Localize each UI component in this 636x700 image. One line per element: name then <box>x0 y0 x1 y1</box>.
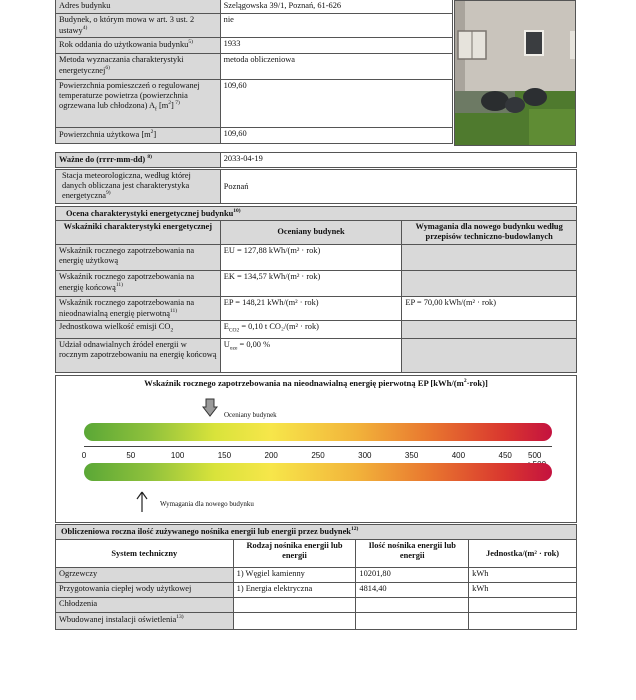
year-label: Rok oddania do użytkowania budynku$^{5)}$ <box>56 38 221 54</box>
carrier-cell: 1) Węgiel kamienny <box>233 568 356 583</box>
unit-cell: kWh <box>469 583 577 598</box>
table-row <box>56 0 453 14</box>
amount-cell <box>356 598 469 613</box>
assessed-marker-label: Oceniany budynek <box>224 411 277 419</box>
ep-scale-bar-top <box>84 423 552 441</box>
table-row <box>56 297 577 321</box>
col-header-indicator: Wskaźniki charakterystyki energetycznej <box>56 221 221 245</box>
carrier-cell <box>233 613 356 630</box>
building-photo-image <box>455 1 576 146</box>
usable-area-value: 109,60 <box>220 128 452 144</box>
table-row <box>56 568 577 583</box>
table-header-row <box>56 540 577 568</box>
requirement-marker-up-arrow-icon <box>136 491 148 513</box>
station-label: Stacja meteorologiczna, według której danych obliczana jest charakterystyka energetyczna$^{9)}$ <box>56 170 221 204</box>
unit-cell: kWh <box>469 568 577 583</box>
ep-scale-tick-label: 200 <box>264 451 278 460</box>
heated-area-label: Powierzchnia pomieszczeń o regulowanej temperaturze powietrza (powierzchnia ogrzewana lub chłodzona) $A_f$ $[m^2]$ $^{7)}$ <box>56 80 221 128</box>
usable-area-label: Powierzchnia użytkowa $[m^2]$ <box>56 128 221 144</box>
table-row <box>56 321 577 339</box>
eu-value: EU = 127,88 kWh/(m² · rok) <box>220 245 402 271</box>
system-cell: Wbudowanej instalacji oświetlenia$^{13)}$ <box>56 613 234 630</box>
ep-scale-tick-label: 100 <box>170 451 185 460</box>
energy-carrier-table <box>55 524 577 630</box>
energy-section-title: Ocena charakterystyki energetycznej budynku$^{10)}$ <box>56 207 577 221</box>
address-label: Adres budynku <box>56 0 221 14</box>
validity-value: 2033-04-19 <box>220 153 576 168</box>
carrier-cell: 1) Energia elektryczna <box>233 583 356 598</box>
table-row <box>56 613 577 630</box>
validity-table <box>55 152 577 168</box>
year-value: 1933 <box>220 38 452 54</box>
ep-req: EP = 70,00 kWh/(m² · rok) <box>402 297 577 321</box>
system-cell: Ogrzewczy <box>56 568 234 583</box>
col-header-amount: Ilość nośnika energii lub energii <box>356 540 469 568</box>
requirement-marker-label: Wymagania dla nowego budynku <box>160 500 254 508</box>
method-label: Metoda wyznaczania charakterystyki energetycznej$^{6)}$ <box>56 54 221 80</box>
ep-scale-panel <box>55 375 577 523</box>
table-row <box>56 525 577 540</box>
col-header-carrier: Rodzaj nośnika energii lub energii <box>233 540 356 568</box>
ep-scale-tick-label: 400 <box>451 451 466 460</box>
ep-scale-tick-label: 350 <box>404 451 419 460</box>
validity-label: Ważne do (rrrr-mm-dd) $^{8)}$ <box>56 153 221 168</box>
ep-scale-tick-label: 300 <box>358 451 372 460</box>
station-value: Poznań <box>220 170 576 204</box>
table-row <box>56 245 577 271</box>
table-row <box>56 80 453 128</box>
table-row <box>56 271 577 297</box>
eu-req <box>402 245 577 271</box>
ep-scale-title: Wskaźnik rocznego zapotrzebowania na nieodnawialną energię pierwotną EP $[kWh/(m^2\cdot rok)]$ <box>144 377 488 388</box>
unit-cell <box>469 598 577 613</box>
oze-req <box>402 339 577 373</box>
ep-scale-tick-label: 450 <box>498 451 512 460</box>
table-row <box>56 38 453 54</box>
ep-value: EP = 148,21 kWh/(m² · rok) <box>220 297 402 321</box>
table-row <box>56 583 577 598</box>
address-value: Szelągowska 39/1, Poznań, 61-626 <box>220 0 452 14</box>
heated-area-value: 109,60 <box>220 80 452 128</box>
building-photo <box>454 0 576 146</box>
table-row <box>56 153 577 168</box>
ek-label: Wskaźnik rocznego zapotrzebowania na energię końcową$^{11)}$ <box>56 271 221 297</box>
table-row <box>56 128 453 144</box>
col-header-system: System techniczny <box>56 540 234 568</box>
ek-value: EK = 134,57 kWh/(m² · rok) <box>220 271 402 297</box>
amount-cell: 10201,80 <box>356 568 469 583</box>
energy-assessment-table <box>55 206 577 373</box>
building-info-table <box>55 0 453 144</box>
co2-req <box>402 321 577 339</box>
carrier-section-title: Obliczeniowa roczna ilość zużywanego nośnika energii lub energii przez budynek$^{12)}$ <box>56 525 577 540</box>
unit-cell <box>469 613 577 630</box>
ep-label: Wskaźnik rocznego zapotrzebowania na nieodnawialną energię pierwotną$^{11)}$ <box>56 297 221 321</box>
table-row <box>56 339 577 373</box>
amount-cell <box>356 613 469 630</box>
table-header-row <box>56 221 577 245</box>
table-row <box>56 54 453 80</box>
art3-value: nie <box>220 14 452 38</box>
ep-scale-tick-label: 250 <box>311 451 325 460</box>
co2-value: $E_{CO2} = 0,10$ t CO₂/(m² · rok) <box>220 321 402 339</box>
eu-label: Wskaźnik rocznego zapotrzebowania na energię użytkową <box>56 245 221 271</box>
ep-scale-tick-label: 0 <box>81 451 87 460</box>
system-cell: Przygotowania ciepłej wody użytkowej <box>56 583 234 598</box>
method-value: metoda obliczeniowa <box>220 54 452 80</box>
col-header-unit: Jednostka/(m² · rok) <box>469 540 577 568</box>
carrier-cell <box>233 598 356 613</box>
ep-scale-tick-label: 150 <box>217 451 232 460</box>
col-header-assessed: Oceniany budynek <box>220 221 402 245</box>
table-row <box>56 207 577 221</box>
table-row <box>56 598 577 613</box>
table-row <box>56 14 453 38</box>
assessed-marker-down-arrow-icon <box>202 398 218 418</box>
system-cell: Chłodzenia <box>56 598 234 613</box>
table-row <box>56 170 577 204</box>
ep-scale-bar-bottom <box>84 463 552 481</box>
ek-req <box>402 271 577 297</box>
ep-scale-axis-line <box>84 446 552 447</box>
col-header-requirements: Wymagania dla nowego budynku według przepisów techniczno-budowlanych <box>402 221 577 245</box>
oze-label: Udział odnawialnych źródeł energii w rocznym zapotrzebowaniu na energię końcową <box>56 339 221 373</box>
co2-label: Jednostkowa wielkość emisji $CO_2$ <box>56 321 221 339</box>
oze-value: $U_{oze} = 0,00$ % <box>220 339 402 373</box>
art3-label: Budynek, o którym mowa w art. 3 ust. 2 ustawy$^{4)}$ <box>56 14 221 38</box>
amount-cell: 4814,40 <box>356 583 469 598</box>
station-table <box>55 169 577 204</box>
ep-scale-tick-label: 50 <box>126 451 136 460</box>
ep-scale-tick-label: 500 <box>528 451 542 460</box>
